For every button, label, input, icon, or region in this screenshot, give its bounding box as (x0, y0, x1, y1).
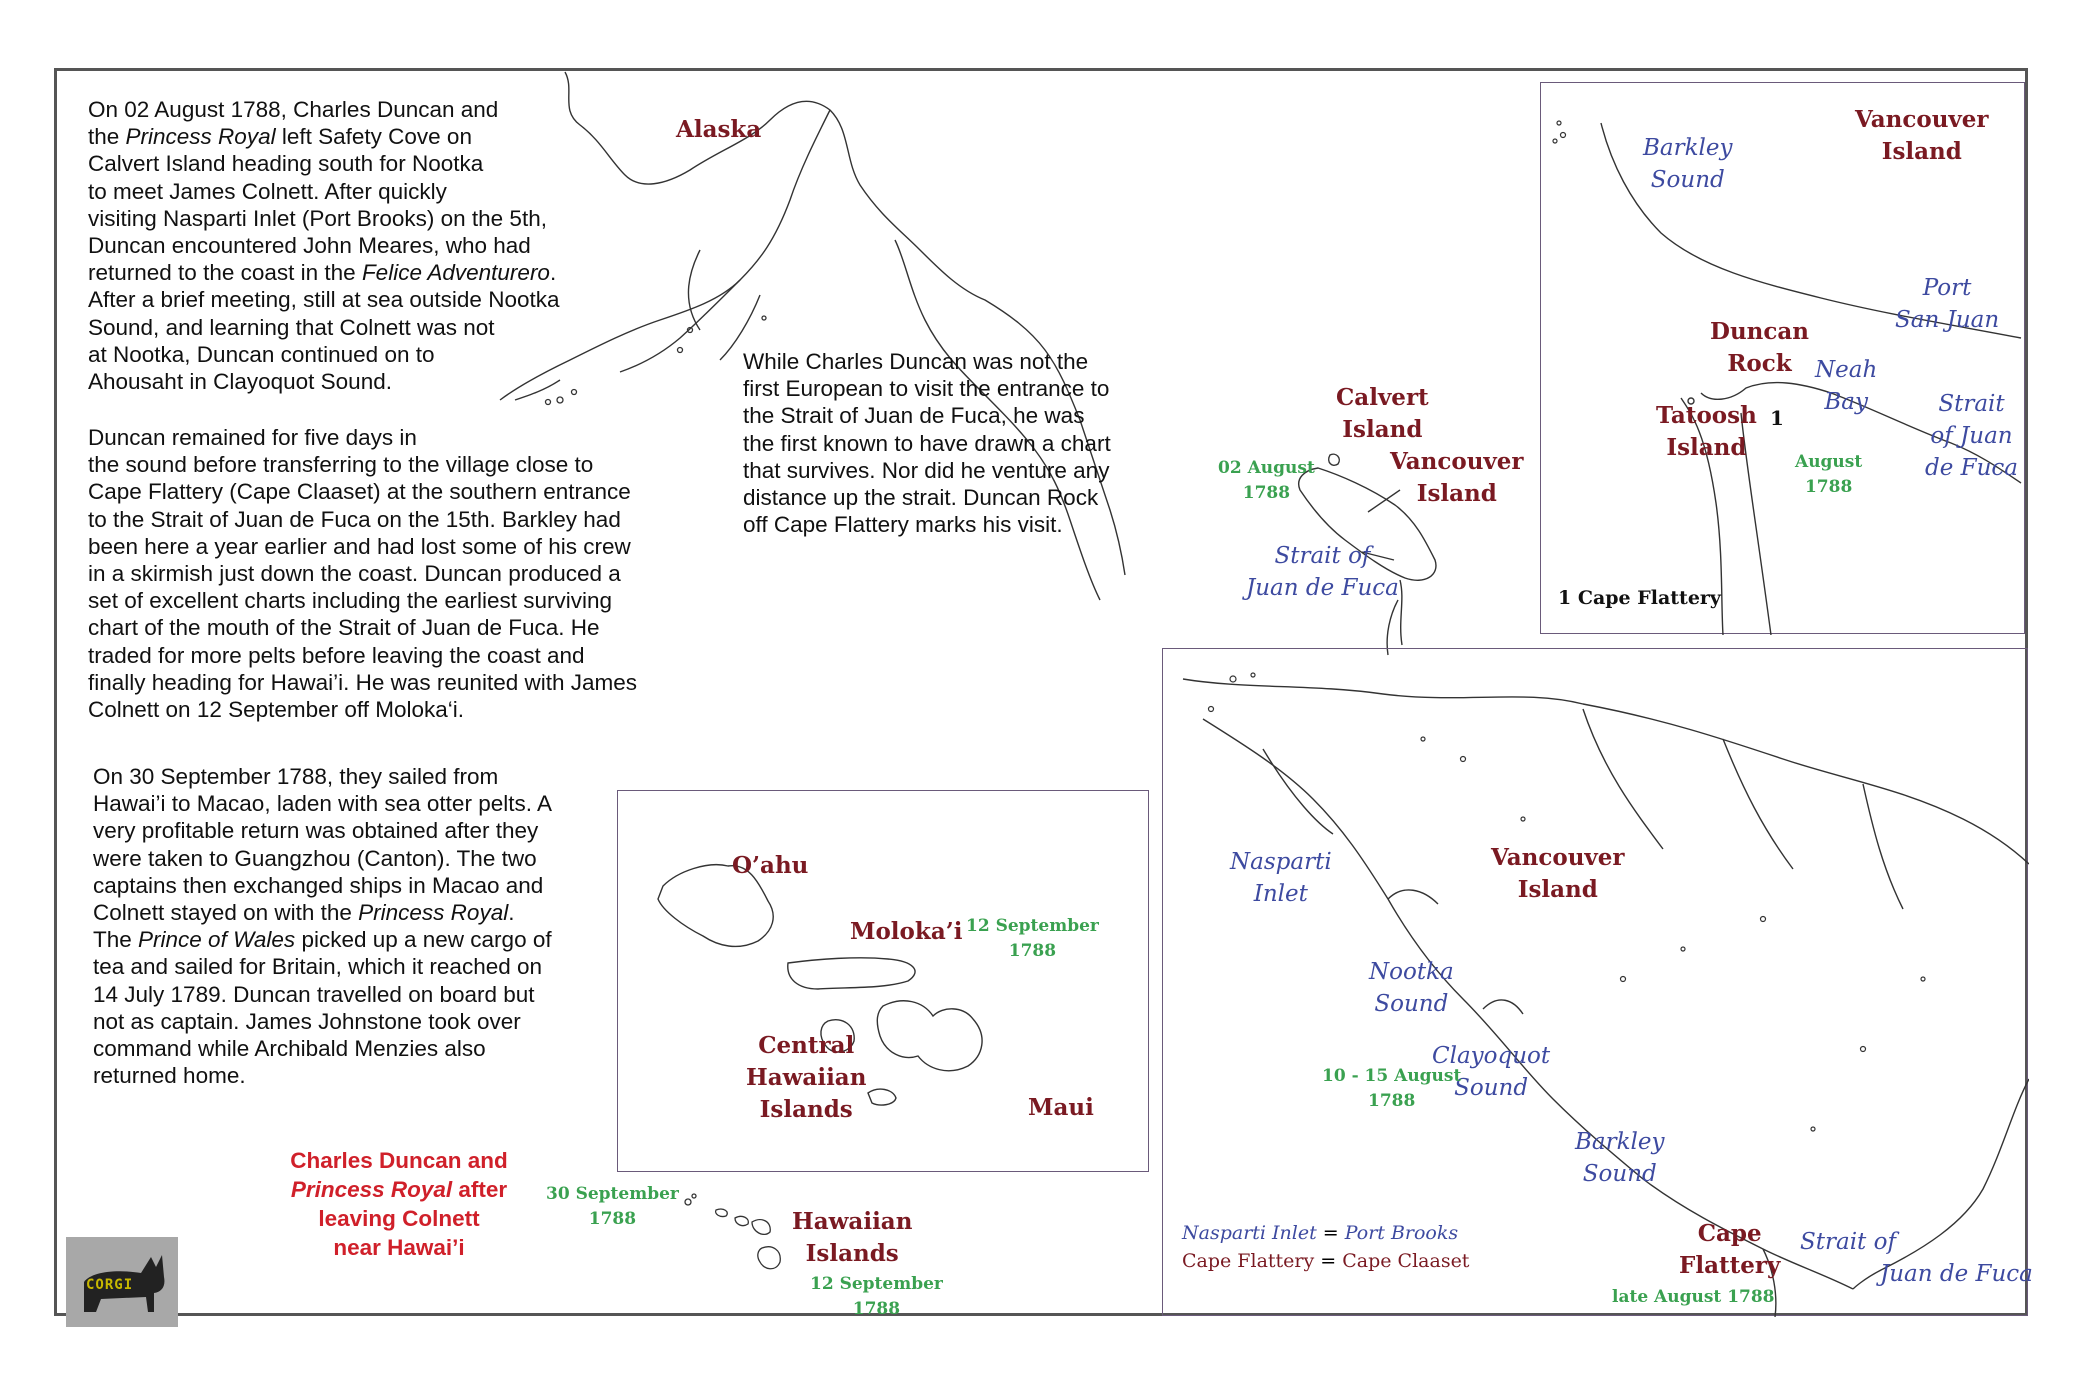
label-molokai: Moloka’i (850, 918, 963, 945)
label-vi-date-late-august: late August 1788 (1612, 1287, 1775, 1307)
label-fi-duncan-rock: Duncan Rock (1710, 318, 1810, 377)
label-date-12-september: 12 September 1788 (810, 1274, 943, 1319)
label-fi-barkley-sound: Barkley Sound (1643, 135, 1733, 193)
label-calvert-island: Calvert Island (1336, 384, 1429, 443)
label-fi-neah-bay: Neah Bay (1815, 357, 1878, 415)
legend-place-names: Nasparti Inlet = Port Brooks Cape Flattery = Cape Claaset (1182, 1222, 1470, 1272)
label-fi-strait-juan-de-fuca: Strait of Juan de Fuca (1925, 391, 2019, 481)
label-date-30-september: 30 September 1788 (546, 1184, 679, 1229)
label-strait-juan-de-fuca: Strait of Juan de Fuca (1246, 543, 1399, 601)
label-maui: Maui (1028, 1094, 1094, 1121)
label-central-hawaiian-islands: Central Hawaiian Islands (746, 1032, 867, 1123)
label-vi-barkley-sound: Barkley Sound (1575, 1129, 1665, 1187)
paragraph-strait: While Charles Duncan was not the first European to visit the entrance to the Strait of Juan de Fuca, he was the first known to have drawn a chart that survives. Nor did he venture any distance up the strait. Duncan Rock off Cape Flattery marks his visit. (743, 349, 1111, 538)
corgi-logo: CORGI (66, 1237, 178, 1327)
inset-vancouver-island (1162, 648, 2028, 1316)
map-title: Charles Duncan and Princess Royal after leaving Colnett near Hawai’i (290, 1148, 508, 1260)
label-vi-nasparti-inlet: Nasparti Inlet (1230, 849, 1332, 907)
label-vi-clayoquot-sound: Clayoquot Sound (1432, 1043, 1551, 1101)
label-date-02-august: 02 August 1788 (1218, 458, 1315, 503)
label-fi-tatoosh-island: Tatoosh Island (1656, 402, 1757, 461)
label-oahu: O’ahu (732, 852, 809, 879)
label-vi-nootka-sound: Nootka Sound (1369, 959, 1454, 1017)
label-alaska: Alaska (676, 116, 762, 143)
label-hawaiian-islands: Hawaiian Islands (792, 1208, 913, 1267)
paragraph-clayoquot: Duncan remained for five days in the sound before transferring to the village close to Cape Flattery (Cape Claaset) at the southern entrance to the Strait of Juan de Fuca on the 15th. Barkley had been here a year earlier and had lost some of his crew in a skirmish just down the coast. Duncan produced a set of excellent charts including the earliest surviving chart of the mouth of the Strait of Juan de Fuca. He traded for more pelts before leaving the coast and finally heading for Hawai’i. He was reunited with James Colnett on 12 September off Moloka‘i. (88, 425, 638, 723)
label-fi-port-san-juan: Port San Juan (1895, 275, 2000, 333)
legend-cape-flattery: 1 Cape Flattery (1558, 587, 1721, 609)
label-vi-cape-flattery: Cape Flattery (1679, 1220, 1781, 1279)
label-fi-vancouver-island: Vancouver Island (1855, 106, 1989, 165)
label-vi-date-10-15-august: 10 - 15 August 1788 (1322, 1066, 1462, 1111)
label-vancouver-island: Vancouver Island (1390, 448, 1524, 507)
label-hawaii-date-12-september: 12 September 1788 (966, 916, 1099, 961)
marker-cape-flattery: 1 (1770, 406, 1784, 430)
vancouver-island-coastline (1163, 649, 2029, 1317)
label-vi-strait-juan-de-fuca: Strait of Juan de Fuca (1800, 1229, 2033, 1287)
label-vi-vancouver-island: Vancouver Island (1491, 844, 1625, 903)
paragraph-voyage: On 02 August 1788, Charles Duncan and the Princess Royal left Safety Cove on Calvert Island heading south for Nootka to meet James Colnett. After quickly visiting Nasparti Inlet (Port Brooks) on the 5th, Duncan encountered John Meares, who had returned to the coast in the Felice Adventurero. After a brief meeting, still at sea outside Nootka Sound, and learning that Colnett was not at Nootka, Duncan continued on to Ahousaht in Clayoquot Sound. (88, 97, 560, 395)
label-fi-date-august: August 1788 (1795, 452, 1863, 497)
paragraph-macao: On 30 September 1788, they sailed from Hawai’i to Macao, laden with sea otter pelts. A very profitable return was obtained after they were taken to Guangzhou (Canton). The two captains then exchanged ships in Macao and Colnett stayed on with the Princess Royal. The Prince of Wales picked up a new cargo of tea and sailed for Britain, which it reached on 14 July 1789. Duncan travelled on board but not as captain. James Johnstone took over command while Archibald Menzies also returned home. (93, 764, 552, 1089)
